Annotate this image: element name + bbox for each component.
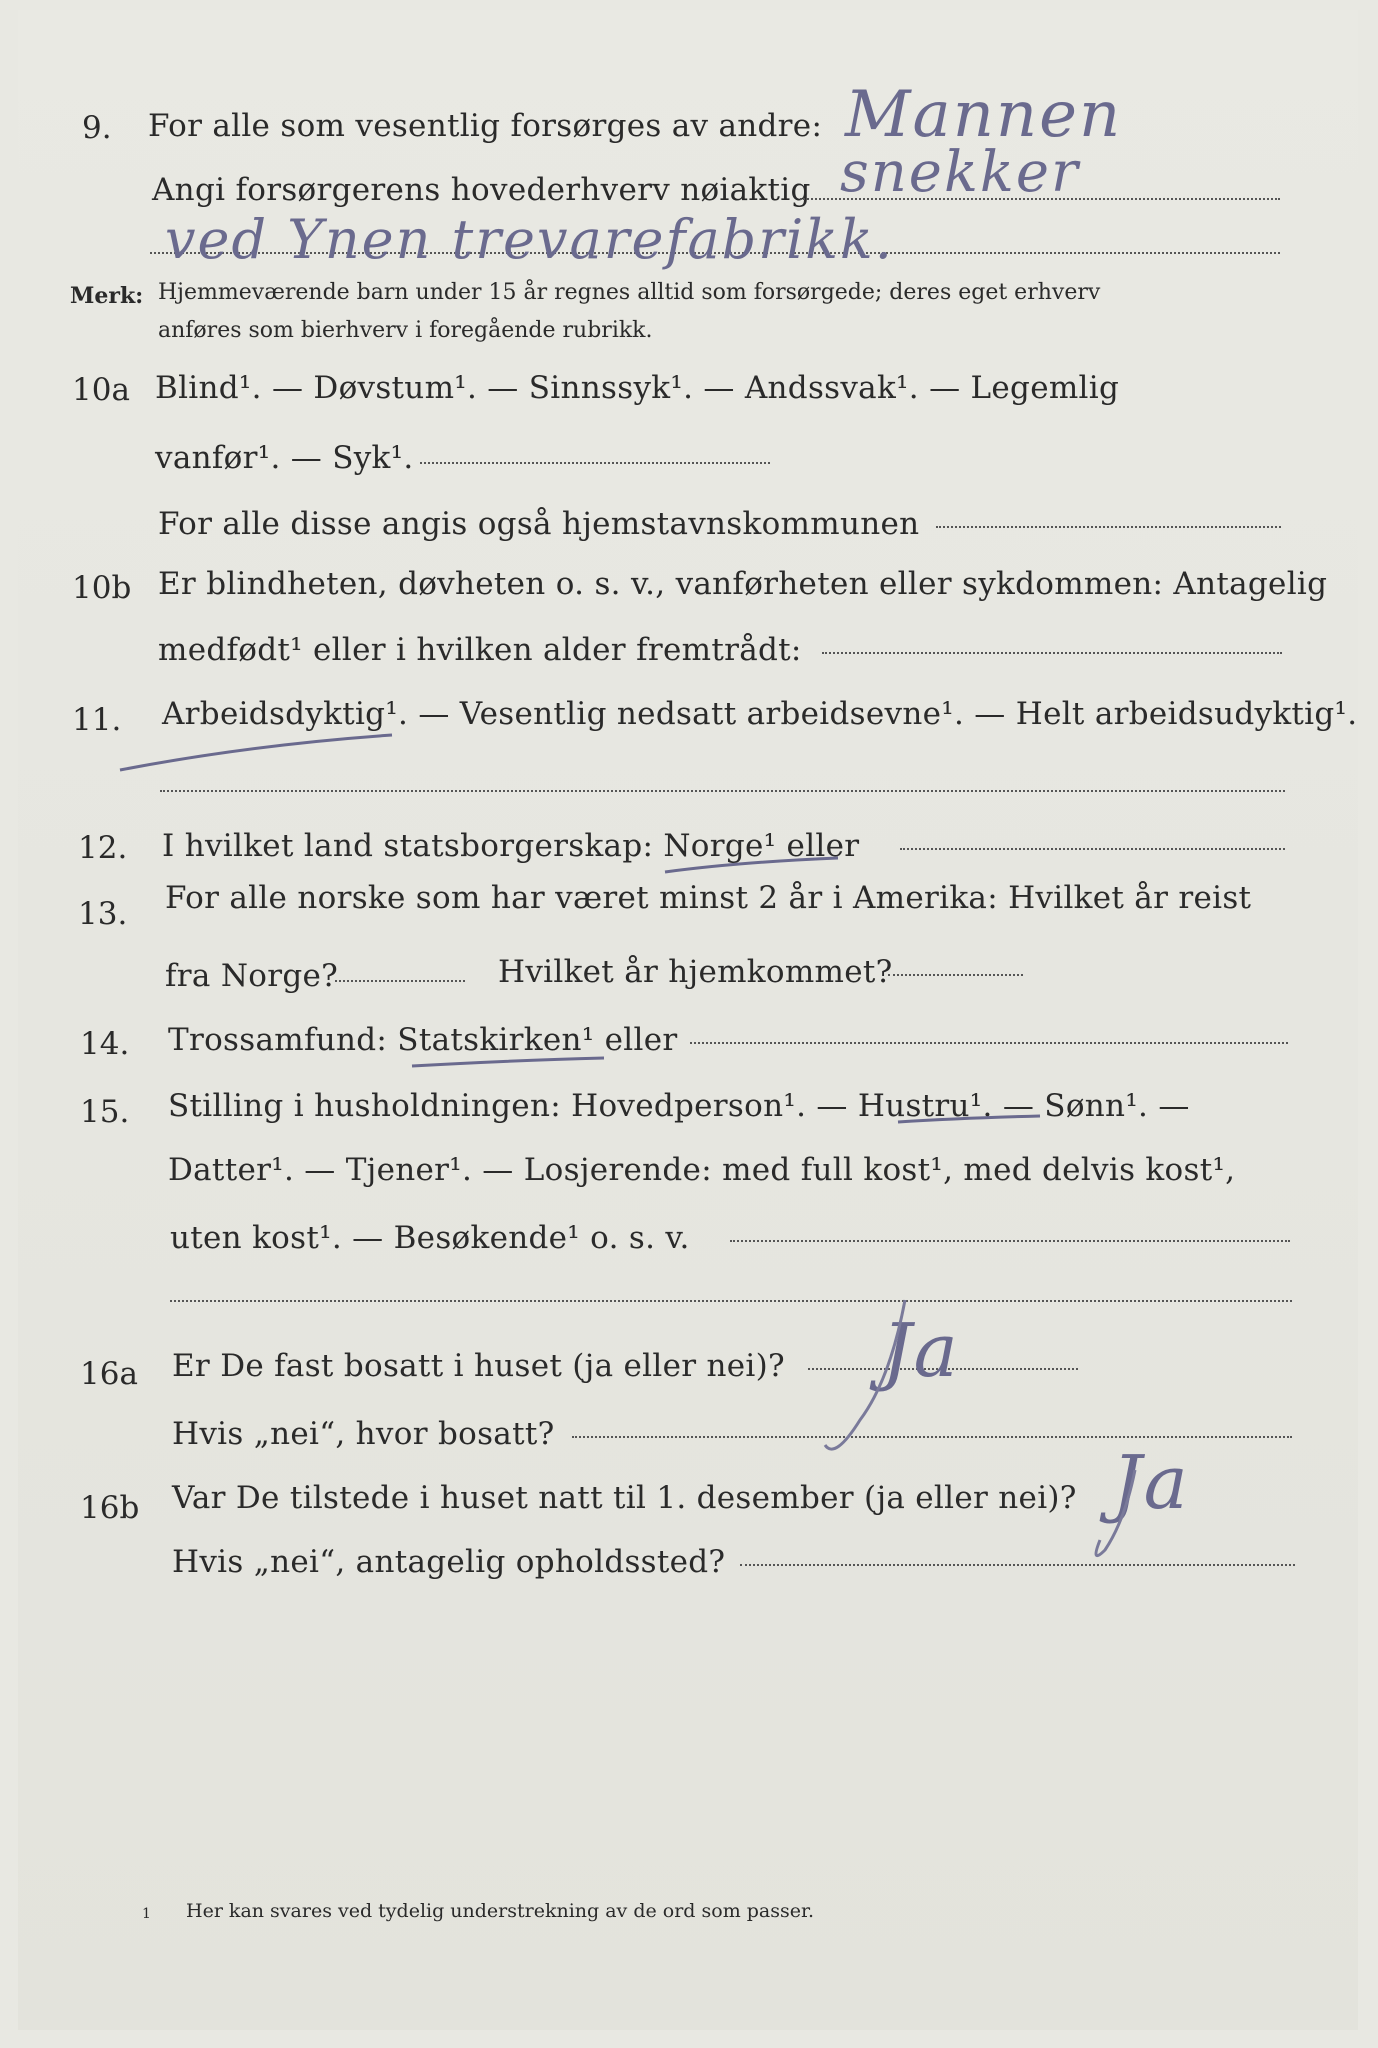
q16b-answer: Ja [1112, 1440, 1190, 1526]
q12-line1-dots [900, 848, 1285, 850]
q15-number: 15. [80, 1094, 130, 1130]
q13-line2a: fra Norge? [165, 958, 339, 994]
q15-line3-dots [730, 1240, 1290, 1242]
q14-number: 14. [80, 1026, 130, 1062]
merk-line2: anføres som bierhverv i foregående rubrikk. [158, 318, 653, 343]
q10b-line2: medfødt¹ eller i hvilken alder fremtrådt: [158, 632, 802, 668]
q13-line2b: Hvilket år hjemkommet? [498, 954, 893, 990]
q11-line2-dots [160, 790, 1285, 792]
paper-sheet [18, 10, 1358, 2030]
q10a-line2-dots [420, 462, 770, 464]
q15-line2: Datter¹. — Tjener¹. — Losjerende: med full kost¹, med delvis kost¹, [168, 1152, 1236, 1188]
q16a-line1: Er De fast bosatt i huset (ja eller nei)? [172, 1348, 785, 1384]
q10a-line3: For alle disse angis også hjemstavnskommunen [158, 506, 920, 542]
footnote-text: Her kan svares ved tydelig understrekning av de ord som passer. [186, 1900, 815, 1922]
q14-line1-dots [690, 1042, 1288, 1044]
q16a-line2-dots [572, 1436, 1292, 1438]
q15-line1: Stilling i husholdningen: Hovedperson¹. — Hustru¹. — Sønn¹. — [168, 1088, 1190, 1124]
q9-number: 9. [82, 110, 112, 146]
q10b-line1: Er blindheten, døvheten o. s. v., vanførheten eller sykdommen: Antagelig [158, 566, 1328, 602]
q16a-line2: Hvis „nei“, hvor bosatt? [172, 1416, 555, 1452]
q16b-number: 16b [80, 1490, 140, 1526]
q9-answer-mannen: Mannen [845, 78, 1123, 152]
merk-label: Merk: [70, 283, 144, 309]
q16b-line2: Hvis „nei“, antagelig opholdssted? [172, 1544, 726, 1580]
q13-line1: For alle norske som har været minst 2 år i Amerika: Hvilket år reist [165, 880, 1252, 916]
q16a-answer: Ja [882, 1308, 960, 1394]
q10a-line3-dots [936, 526, 1281, 528]
q13-line2b-dots [888, 974, 1023, 976]
q15-line4-dots [170, 1300, 1292, 1302]
q9-line2-label: Angi forsørgerens hovederhverv nøiaktig [152, 172, 811, 208]
q16a-number: 16a [80, 1356, 138, 1392]
q10b-number: 10b [72, 570, 132, 606]
q16b-line2-dots [740, 1564, 1295, 1566]
q11-number: 11. [72, 702, 122, 738]
q9-answer-workplace: ved Ynen trevarefabrikk. [165, 208, 894, 271]
q13-line2a-dots [335, 980, 465, 982]
q15-line3: uten kost¹. — Besøkende¹ o. s. v. [170, 1220, 690, 1256]
q12-line1: I hvilket land statsborgerskap: Norge¹ eller [162, 828, 860, 864]
q12-number: 12. [78, 830, 128, 866]
q11-line1: Arbeidsdyktig¹. — Vesentlig nedsatt arbeidsevne¹. — Helt arbeidsudyktig¹. [162, 696, 1358, 732]
merk-line1: Hjemmeværende barn under 15 år regnes alltid som forsørgede; deres eget erhverv [158, 280, 1101, 305]
q10a-line1: Blind¹. — Døvstum¹. — Sinnssyk¹. — Andssvak¹. — Legemlig [155, 370, 1120, 406]
q16b-line1: Var De tilstede i huset natt til 1. desember (ja eller nei)? [172, 1480, 1077, 1516]
q9-answer-snekker: snekker [840, 140, 1080, 205]
q10b-line2-dots [822, 652, 1282, 654]
q10a-line2: vanfør¹. — Syk¹. [155, 440, 414, 476]
q9-label: For alle som vesentlig forsørges av andre: [148, 108, 823, 144]
q13-number: 13. [78, 896, 128, 932]
q14-line1: Trossamfund: Statskirken¹ eller [168, 1022, 678, 1058]
footnote-marker: 1 [142, 1906, 151, 1922]
q10a-number: 10a [72, 372, 130, 408]
